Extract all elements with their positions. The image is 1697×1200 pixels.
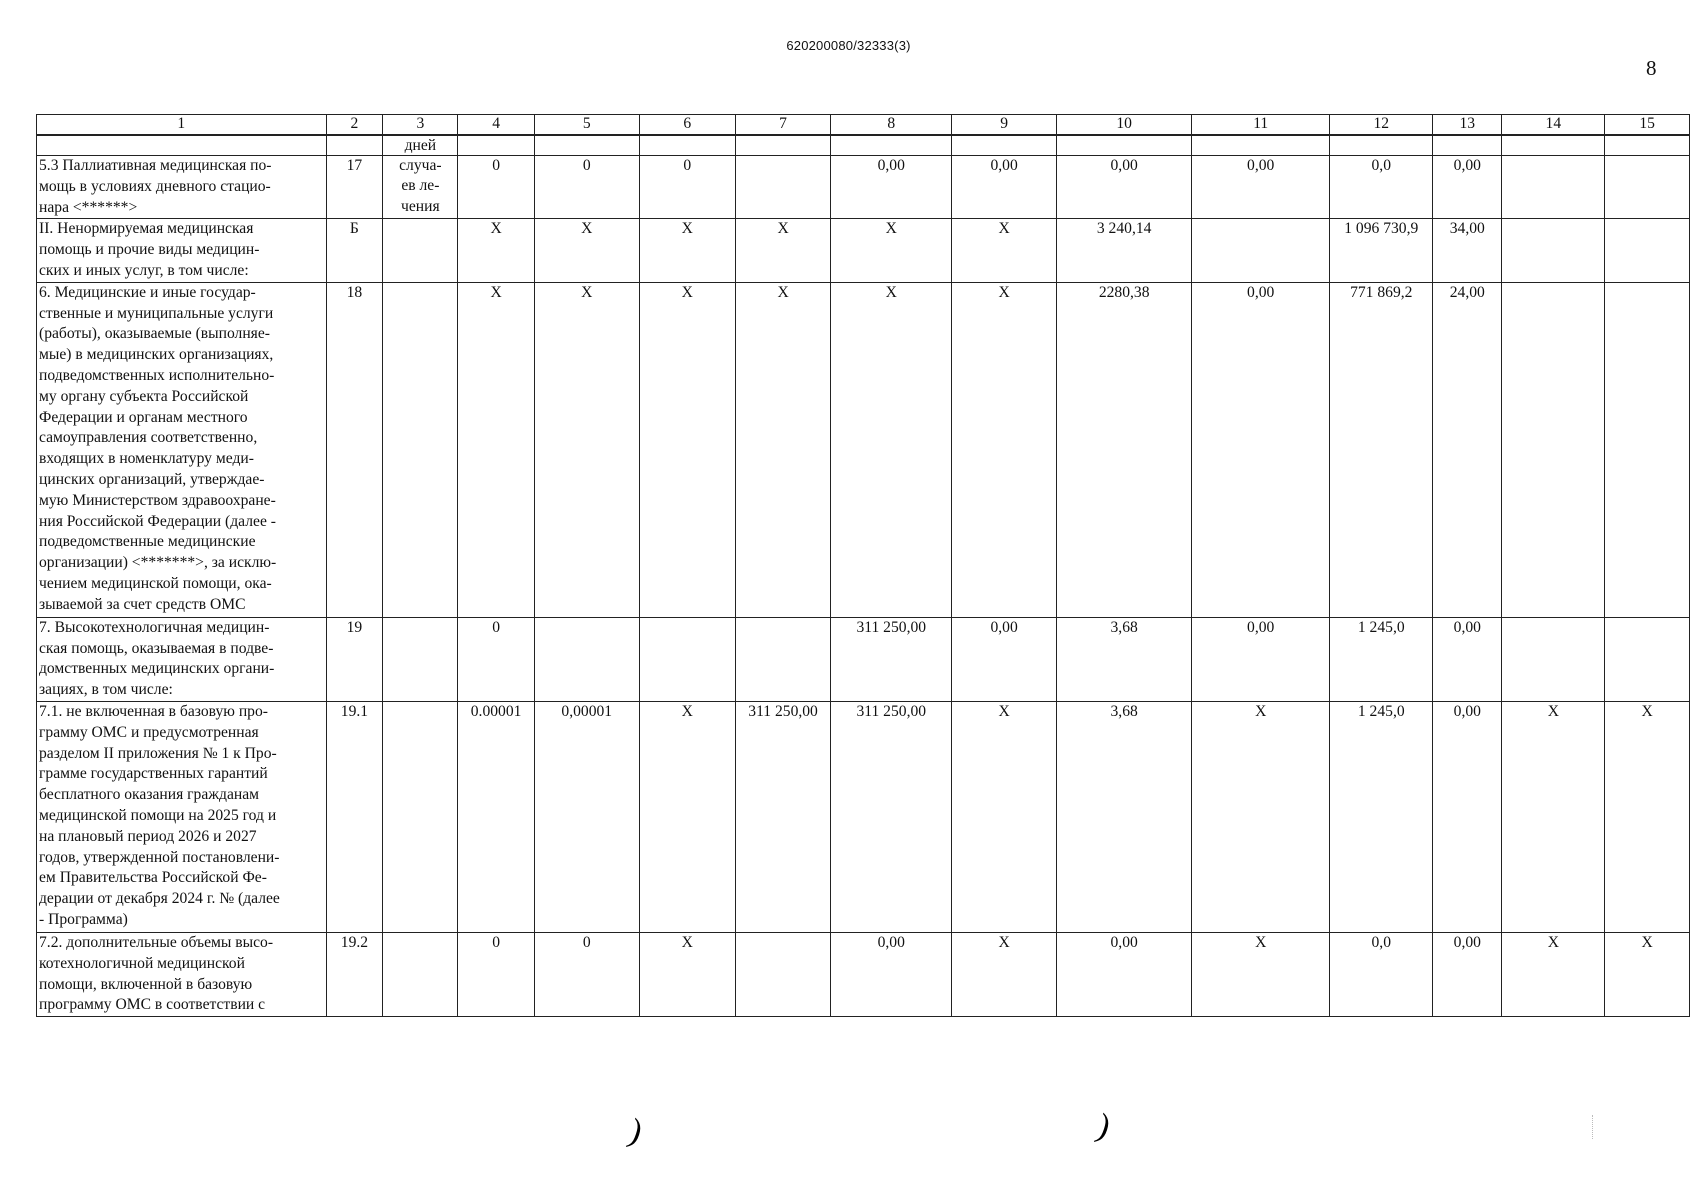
subheader-cell: [1057, 135, 1192, 156]
subheader-cell: [1330, 135, 1433, 156]
subheader-row: [37, 135, 1690, 156]
subheader-cell: [1502, 135, 1605, 156]
subheader-cell: [831, 135, 952, 156]
subheader-cell: [639, 135, 735, 156]
table-cell: X: [639, 701, 735, 932]
table-cell: [735, 617, 831, 701]
table-cell: [735, 932, 831, 1016]
subheader-cell: [952, 135, 1057, 156]
column-header: 1: [37, 115, 327, 136]
subheader-cell: [458, 135, 534, 156]
row-label: 7.2. дополнительные объемы высо- котехнологичной медицинской помощи, включенной в базовую программу ОМС в соответствии с: [37, 932, 327, 1016]
table-cell: [383, 617, 458, 701]
table-cell: X: [458, 282, 534, 617]
table-cell: X: [458, 219, 534, 282]
table-cell: X: [1502, 932, 1605, 1016]
table-cell: [1605, 219, 1690, 282]
table-row: [37, 219, 1690, 282]
subheader-cell: [735, 135, 831, 156]
table-cell: Б: [326, 219, 383, 282]
table-cell: [383, 932, 458, 1016]
table-cell: [1502, 219, 1605, 282]
table-cell: 0,0: [1330, 156, 1433, 219]
table-cell: X: [952, 282, 1057, 617]
table-cell: 1 245,0: [1330, 701, 1433, 932]
table-cell: X: [1502, 701, 1605, 932]
table-row: [37, 932, 1690, 1016]
table-cell: 0,00: [1192, 156, 1330, 219]
table-cell: 17: [326, 156, 383, 219]
table-cell: 0: [639, 156, 735, 219]
table-cell: 0: [458, 156, 534, 219]
table-cell: [534, 617, 639, 701]
table-cell: 0,00001: [534, 701, 639, 932]
table-cell: [1605, 156, 1690, 219]
table-cell: [1502, 617, 1605, 701]
table-cell: 0,00: [1433, 932, 1502, 1016]
row-label: 7.1. не включенная в базовую про- грамму ОМС и предусмотренная разделом II приложения № 1 к Про- грамме государственных гарантий бесплатного оказания гражданам медицинской помощи на 2025 год и на плановый период 2026 и 2027 годов, утвержденной постановлени- ем Правительства Российской Фе- дерации от декабря 2024 г. № (далее - Программа): [37, 701, 327, 932]
table-cell: X: [534, 282, 639, 617]
table-cell: 311 250,00: [831, 617, 952, 701]
table-cell: 0,00: [1433, 701, 1502, 932]
table-cell: X: [1192, 701, 1330, 932]
table-cell: 0,00: [952, 156, 1057, 219]
table-cell: 19.2: [326, 932, 383, 1016]
table-cell: X: [735, 282, 831, 617]
table-cell: X: [1605, 932, 1690, 1016]
subheader-cell: [1192, 135, 1330, 156]
table-cell: 0,00: [1192, 617, 1330, 701]
table-row: [37, 617, 1690, 701]
column-header: 7: [735, 115, 831, 136]
table-cell: 0,00: [1433, 617, 1502, 701]
row-label: II. Ненормируемая медицинская помощь и прочие виды медицин- ских и иных услуг, в том числе:: [37, 219, 327, 282]
table-cell: 0,00: [1433, 156, 1502, 219]
table-cell: X: [639, 219, 735, 282]
table-row: [37, 701, 1690, 932]
row-label: 5.3 Паллиативная медицинская по- мощь в условиях дневного стацио- нара <******>: [37, 156, 327, 219]
table-cell: 0,00: [831, 156, 952, 219]
table-cell: 2280,38: [1057, 282, 1192, 617]
table-cell: 0,00: [1057, 156, 1192, 219]
row-label: 6. Медицинские и иные государ- ственные и муниципальные услуги (работы), оказываемые (выполняе- мые) в медицинских организациях, подведомственных исполнительно- му органу субъекта Российской Федерации и органам местного самоуправления соответственно, входящих в номенклатуру меди- цинских организаций, утверждае- мую Министерством здравоохране- ния Российской Федерации (далее - подведомственные медицинские организации) <*******>, за исклю- чением медицинской помощи, ока- зываемой за счет средств ОМС: [37, 282, 327, 617]
scan-artifact: [1592, 1115, 1595, 1139]
table-cell: 3,68: [1057, 617, 1192, 701]
handwritten-mark-left: ): [624, 1112, 647, 1151]
table-cell: 34,00: [1433, 219, 1502, 282]
table-cell: [1502, 156, 1605, 219]
table-cell: [1605, 617, 1690, 701]
table-cell: 0: [458, 617, 534, 701]
column-header: 14: [1502, 115, 1605, 136]
column-header: 6: [639, 115, 735, 136]
column-header: 11: [1192, 115, 1330, 136]
table-cell: [1192, 219, 1330, 282]
table-cell: [735, 156, 831, 219]
subheader-cell: [37, 135, 327, 156]
table-cell: 311 250,00: [831, 701, 952, 932]
table-cell: 0,0: [1330, 932, 1433, 1016]
handwritten-mark-right: ): [1092, 1107, 1115, 1146]
table-cell: 24,00: [1433, 282, 1502, 617]
column-header: 4: [458, 115, 534, 136]
table-cell: 0: [458, 932, 534, 1016]
table-cell: X: [639, 282, 735, 617]
subheader-cell: [1433, 135, 1502, 156]
subheader-cell: дней: [383, 135, 458, 156]
table-cell: 18: [326, 282, 383, 617]
table-cell: 0,00: [1192, 282, 1330, 617]
document-id: 620200080/32333(3): [786, 38, 911, 53]
page-number: 8: [1646, 56, 1657, 80]
table-cell: [383, 282, 458, 617]
table-cell: 0: [534, 932, 639, 1016]
table-cell: 0,00: [1057, 932, 1192, 1016]
table-cell: случа- ев ле- чения: [383, 156, 458, 219]
table-cell: 771 869,2: [1330, 282, 1433, 617]
column-header: 8: [831, 115, 952, 136]
table-cell: 1 245,0: [1330, 617, 1433, 701]
table-cell: 0,00: [831, 932, 952, 1016]
header-row: [37, 115, 1690, 136]
table-cell: X: [1192, 932, 1330, 1016]
column-header: 5: [534, 115, 639, 136]
column-header: 3: [383, 115, 458, 136]
column-header: 15: [1605, 115, 1690, 136]
table-row: [37, 156, 1690, 219]
table-cell: 19: [326, 617, 383, 701]
table-cell: [383, 219, 458, 282]
data-table: [36, 114, 1690, 1017]
table-cell: X: [831, 282, 952, 617]
subheader-cell: [326, 135, 383, 156]
table-cell: [1605, 282, 1690, 617]
column-header: 10: [1057, 115, 1192, 136]
table-cell: 3 240,14: [1057, 219, 1192, 282]
table-row: [37, 282, 1690, 617]
column-header: 13: [1433, 115, 1502, 136]
table-cell: X: [534, 219, 639, 282]
column-header: 12: [1330, 115, 1433, 136]
table-cell: [639, 617, 735, 701]
table-cell: [1502, 282, 1605, 617]
subheader-cell: [1605, 135, 1690, 156]
table-cell: X: [735, 219, 831, 282]
column-header: 9: [952, 115, 1057, 136]
table-cell: X: [831, 219, 952, 282]
table-cell: 311 250,00: [735, 701, 831, 932]
table-cell: X: [1605, 701, 1690, 932]
column-header: 2: [326, 115, 383, 136]
table-cell: 0: [534, 156, 639, 219]
table-cell: 0.00001: [458, 701, 534, 932]
table-cell: X: [639, 932, 735, 1016]
table-cell: 3,68: [1057, 701, 1192, 932]
table-cell: [383, 701, 458, 932]
table-cell: 1 096 730,9: [1330, 219, 1433, 282]
table-cell: X: [952, 932, 1057, 1016]
subheader-cell: [534, 135, 639, 156]
table-cell: X: [952, 701, 1057, 932]
table-cell: 0,00: [952, 617, 1057, 701]
row-label: 7. Высокотехнологичная медицин- ская помощь, оказываемая в подве- домственных медицинских органи- зациях, в том числе:: [37, 617, 327, 701]
table-cell: X: [952, 219, 1057, 282]
table-cell: 19.1: [326, 701, 383, 932]
